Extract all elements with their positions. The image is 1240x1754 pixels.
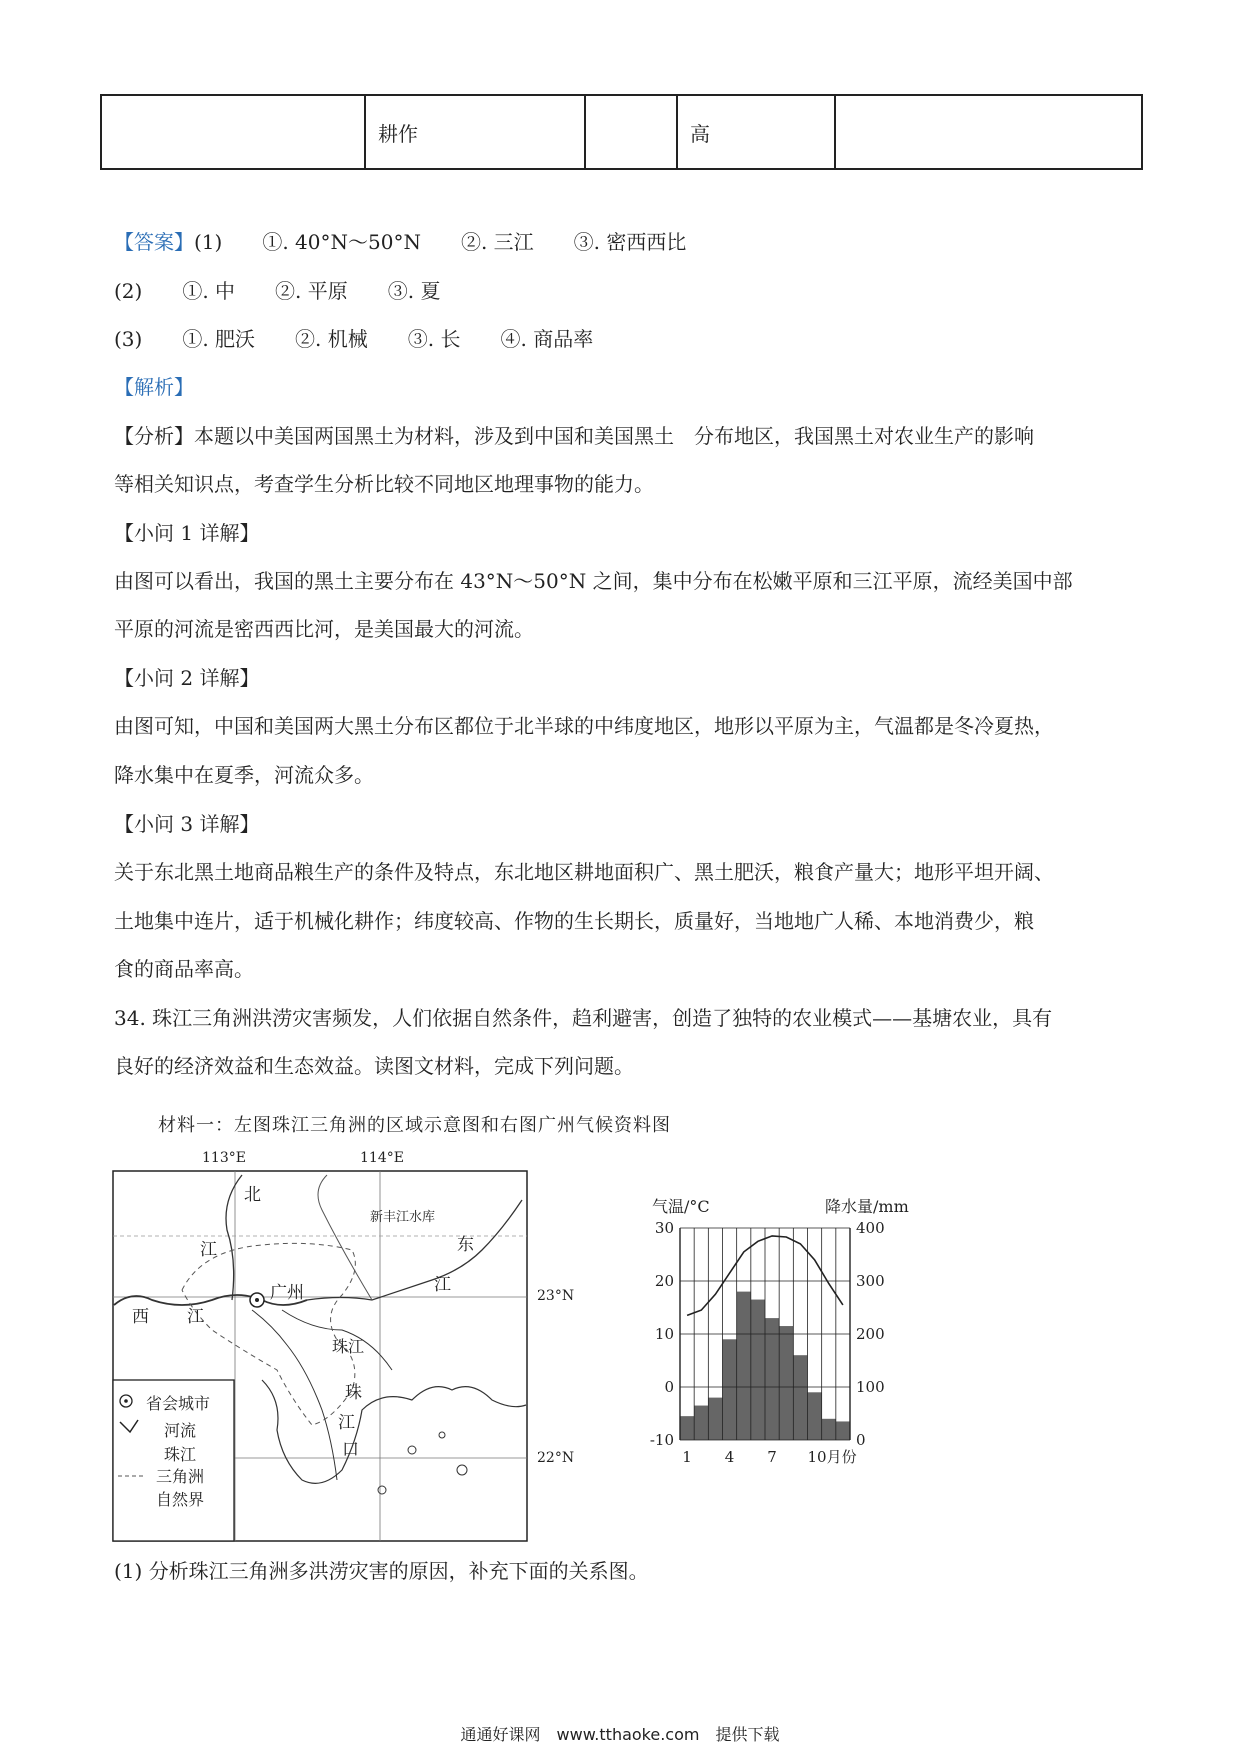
legend-river-label: 河流 (164, 1421, 197, 1440)
analysis-label: 【解析】 (114, 375, 194, 399)
map-label: 珠江 (332, 1337, 365, 1356)
figure-caption: 材料一：左图珠江三角洲的区域示意图和右图广州气候资料图 (158, 1115, 671, 1136)
table-cell (585, 95, 677, 169)
detail-text: 由图可以看出，我国的黑土主要分布在 43°N～50°N 之间，集中分布在松嫩平原和三江平原，流经美国中部 (114, 569, 1073, 593)
map-label: 珠 (345, 1383, 362, 1403)
section-heading: 【小问 1 详解】 (114, 521, 260, 545)
precipitation-bar (694, 1406, 708, 1440)
latitude-label: 22°N (537, 1450, 575, 1466)
answer-q3: (3) ①. 肥沃 ②. 机械 ③. 长 ④. 商品率 (114, 327, 594, 351)
climate-chart-svg (630, 1200, 930, 1475)
table-cell (101, 95, 365, 169)
precipitation-bar (723, 1339, 737, 1440)
detail-text: 食的商品率高。 (114, 957, 254, 981)
section-heading: 【小问 3 详解】 (114, 812, 260, 836)
y-right-tick-label: 400 (856, 1219, 885, 1237)
detail-text: 由图可知，中国和美国两大黑土分布区都位于北半球的中纬度地区，地形以平原为主，气温都是冬冷夏热， (114, 714, 1054, 738)
precipitation-bar (808, 1392, 822, 1440)
question-text: (1) 分析珠江三角洲多洪涝灾害的原因，补充下面的关系图。 (114, 1559, 649, 1583)
answer-line-1 (114, 227, 686, 257)
legend-city-label: 省会城市 (146, 1394, 211, 1413)
detail-text: 降水集中在夏季，河流众多。 (114, 763, 374, 787)
y-left-tick-label: 10 (654, 1325, 674, 1343)
footer: 通通好课网 www.tthaoke.com 提供下载 (460, 1725, 780, 1744)
longitude-label: 113°E (202, 1150, 246, 1166)
table-cell (835, 95, 1142, 169)
map-label: 江 (200, 1240, 217, 1260)
pearl-river-delta-map (112, 1150, 582, 1554)
y-left-tick-label: 0 (664, 1378, 674, 1396)
map-label: 新丰江水库 (370, 1210, 436, 1225)
map-label: 江 (434, 1275, 451, 1295)
precipitation-bar (793, 1355, 807, 1440)
precipitation-bar (822, 1419, 836, 1440)
answer-table-row (100, 94, 1143, 170)
answer-label: 【答案】 (114, 230, 194, 254)
map-label: 口 (342, 1440, 359, 1460)
precipitation-bar (680, 1416, 694, 1440)
table-cell: 高 (677, 95, 835, 169)
table-cell: 耕作 (365, 95, 585, 169)
map-label: 广州 (270, 1283, 304, 1303)
latitude-label: 23°N (537, 1288, 575, 1304)
precipitation-bar (765, 1318, 779, 1440)
y-right-tick-label: 300 (856, 1272, 885, 1290)
legend-delta-label: 珠江 (164, 1445, 197, 1464)
precipitation-bar (708, 1398, 722, 1440)
legend-delta-label: 自然界 (156, 1490, 205, 1509)
precipitation-bar (751, 1300, 765, 1440)
x-tick-label: 1 (682, 1448, 692, 1466)
y-right-tick-label: 100 (856, 1378, 885, 1396)
analysis-text: 等相关知识点，考查学生分析比较不同地区地理事物的能力。 (114, 472, 654, 496)
detail-text: 土地集中连片，适于机械化耕作；纬度较高、作物的生长期长，质量好，当地地广人稀、本地消费少，粮 (114, 909, 1034, 933)
y-right-tick-label: 0 (856, 1431, 866, 1449)
y-left-tick-label: 20 (654, 1272, 674, 1290)
question-text: 34. 珠江三角洲洪涝灾害频发，人们依据自然条件，趋利避害，创造了独特的农业模式——基塘农业，具有 (114, 1006, 1053, 1030)
analysis-text: 【分析】本题以中美国两国黑土为材料，涉及到中国和美国黑土 分布地区，我国黑土对农业生产的影响 (114, 424, 1034, 448)
precipitation-bar (779, 1326, 793, 1440)
precipitation-bar (737, 1292, 751, 1440)
detail-text: 平原的河流是密西西比河，是美国最大的河流。 (114, 617, 534, 641)
longitude-label: 114°E (360, 1150, 404, 1166)
x-tick-label: 7 (767, 1448, 777, 1466)
x-tick-label: 10月份 (807, 1448, 857, 1466)
legend-delta-label: 三角洲 (156, 1467, 205, 1486)
x-tick-label: 4 (724, 1448, 735, 1466)
answer-q2: (2) ①. 中 ②. 平原 ③. 夏 (114, 279, 441, 303)
question-text: 良好的经济效益和生态效益。读图文材料，完成下列问题。 (114, 1054, 634, 1078)
map-label: 西 (132, 1307, 149, 1327)
guangzhou-climate-chart (630, 1197, 930, 1479)
y-left-tick-label: 30 (654, 1219, 674, 1237)
answer-q1: (1) ①. 40°N～50°N ②. 三江 ③. 密西西比 (194, 230, 687, 254)
y-right-tick-label: 200 (856, 1325, 885, 1343)
y-axis-left-label: 气温/°C (652, 1197, 710, 1216)
map-label: 江 (338, 1413, 355, 1433)
y-axis-right-label: 降水量/mm (825, 1197, 909, 1216)
section-heading: 【小问 2 详解】 (114, 666, 260, 690)
detail-text: 关于东北黑土地商品粮生产的条件及特点，东北地区耕地面积广、黑土肥沃，粮食产量大；地形平坦开阔、 (114, 860, 1054, 884)
y-left-tick-label: -10 (649, 1431, 674, 1449)
map-label: 北 (244, 1185, 261, 1205)
map-label: 东 (457, 1235, 474, 1255)
precipitation-bar (836, 1421, 850, 1440)
map-label: 江 (187, 1307, 204, 1327)
